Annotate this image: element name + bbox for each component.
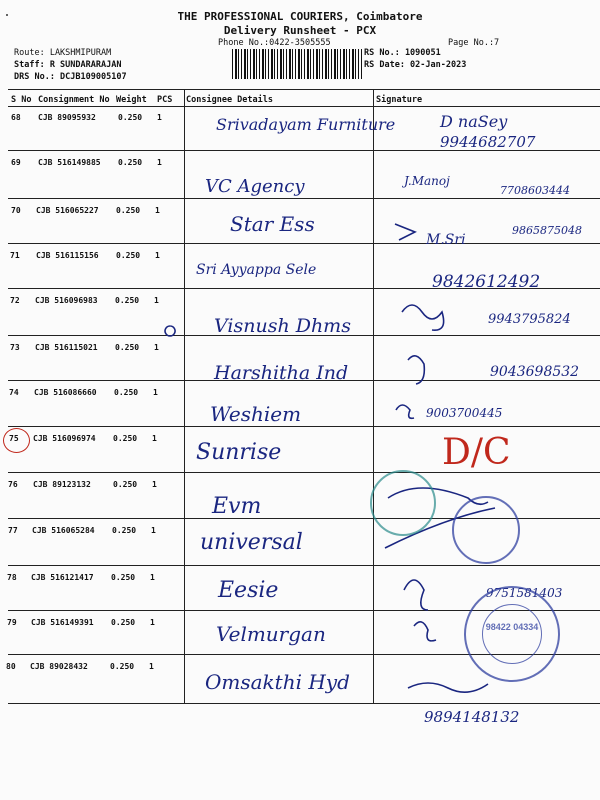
company-name: THE PROFESSIONAL COURIERS, Coimbatore <box>177 10 423 23</box>
row-pcs: 1 <box>155 251 160 260</box>
handwritten-consignee: Sri Ayyappa Sele <box>196 262 317 278</box>
handwritten-consignee: Visnush Dhms <box>214 315 351 337</box>
handwritten-phone: 9043698532 <box>490 364 580 380</box>
row-pcs: 1 <box>154 343 159 352</box>
handwritten-phone: 9751581403 <box>486 586 563 600</box>
row-sno: 79 <box>7 618 17 627</box>
stamp-inner-ring <box>482 604 542 664</box>
row-weight: 0.250 <box>111 618 136 627</box>
row-weight: 0.250 <box>118 113 143 122</box>
dc-annotation: D/C <box>442 432 511 473</box>
row-sno: 69 <box>11 158 21 167</box>
route: Route: LAKSHMIPURAM <box>14 48 112 58</box>
row-consignment: CJB 516065284 <box>32 526 95 535</box>
handwritten-consignee: VC Agency <box>205 176 305 197</box>
col-weight: Weight <box>116 95 147 105</box>
handwritten-signature: D naSey <box>440 112 508 131</box>
rs-number: RS No.: 1090051 <box>364 48 441 58</box>
handwritten-phone: 9944682707 <box>440 133 536 151</box>
row-weight: 0.250 <box>118 158 143 167</box>
handwritten-consignee: Sunrise <box>196 440 282 465</box>
row-pcs: 1 <box>157 113 162 122</box>
row-sno: 73 <box>10 343 20 352</box>
row-weight: 0.250 <box>115 296 140 305</box>
row-consignment: CJB 516096974 <box>33 434 96 443</box>
row-sno: 74 <box>9 388 19 397</box>
row-sno: 77 <box>8 526 18 535</box>
col-signature: Signature <box>376 95 423 105</box>
handwritten-consignee: Eesie <box>218 578 279 603</box>
phone-number: Phone No.:0422-3505555 <box>218 38 331 48</box>
row-weight: 0.250 <box>112 526 137 535</box>
row-sno: 72 <box>10 296 20 305</box>
handwritten-phone: 9894148132 <box>424 708 520 726</box>
row-consignment: CJB 516086660 <box>34 388 97 397</box>
row-sno: 80 <box>6 662 16 671</box>
handwritten-phone: 7708603444 <box>500 184 570 197</box>
handwritten-consignee: Srivadayam Furniture <box>216 115 396 134</box>
handwritten-signature: J.Manoj <box>404 174 450 188</box>
row-consignment: CJB 516149885 <box>38 158 101 167</box>
stamp-number: 98422 04334 <box>485 622 539 632</box>
staff: Staff: R SUNDARARAJAN <box>14 60 122 70</box>
row-consignment: CJB 516149391 <box>31 618 94 627</box>
row-consignment: CJB 516065227 <box>36 206 99 215</box>
handwritten-consignee: universal <box>200 530 303 555</box>
row-consignment: CJB 89028432 <box>30 662 88 671</box>
row-pcs: 1 <box>149 662 154 671</box>
row-pcs: 1 <box>151 526 156 535</box>
row-weight: 0.250 <box>113 434 138 443</box>
handwritten-consignee: Evm <box>212 494 262 519</box>
handwritten-consignee: Harshitha Ind <box>214 362 349 384</box>
row-weight: 0.250 <box>116 251 141 260</box>
company-stamp <box>370 470 436 536</box>
col-sno: S No <box>11 95 32 105</box>
row-weight: 0.250 <box>115 343 140 352</box>
row-consignment: CJB 89123132 <box>33 480 91 489</box>
handwritten-signature: M.Sri <box>426 232 466 248</box>
document-title: Delivery Runsheet - PCX <box>223 24 377 37</box>
row-pcs: 1 <box>150 573 155 582</box>
row-pcs: 1 <box>152 480 157 489</box>
row-weight: 0.250 <box>114 388 139 397</box>
handwritten-phone: 9943795824 <box>488 312 571 327</box>
row-consignment: CJB 89095932 <box>38 113 96 122</box>
col-pcs: PCS <box>157 95 173 105</box>
row-consignment: CJB 516115156 <box>36 251 99 260</box>
row-pcs: 1 <box>150 618 155 627</box>
handwritten-consignee: Weshiem <box>210 402 302 426</box>
drs-number: DRS No.: DCJB109005107 <box>14 72 127 82</box>
row-sno: 68 <box>11 113 21 122</box>
row-pcs: 1 <box>155 206 160 215</box>
col-consignee: Consignee Details <box>186 95 273 105</box>
row-pcs: 1 <box>153 388 158 397</box>
row-pcs: 1 <box>152 434 157 443</box>
handwritten-consignee: Velmurgan <box>216 622 326 646</box>
row-weight: 0.250 <box>113 480 138 489</box>
row-weight: 0.250 <box>111 573 136 582</box>
row-consignment: CJB 516115021 <box>35 343 98 352</box>
col-consignment: Consignment No <box>38 95 110 105</box>
row-sno: 75 <box>9 434 19 443</box>
handwritten-phone: 9865875048 <box>512 224 582 237</box>
page-number: Page No.:7 <box>448 38 500 48</box>
round-stamp <box>452 496 520 564</box>
handwritten-consignee: Star Ess <box>230 212 315 236</box>
rs-date: RS Date: 02-Jan-2023 <box>364 60 467 70</box>
row-weight: 0.250 <box>110 662 135 671</box>
row-consignment: CJB 516121417 <box>31 573 94 582</box>
row-sno: 71 <box>10 251 20 260</box>
handwritten-phone: 9842612492 <box>432 272 541 292</box>
handwritten-consignee: Omsakthi Hyd <box>205 670 350 694</box>
row-sno: 70 <box>11 206 21 215</box>
row-sno: 76 <box>8 480 18 489</box>
row-sno: 78 <box>7 573 17 582</box>
row-pcs: 1 <box>157 158 162 167</box>
velmurugan-stamp <box>464 586 563 682</box>
row-weight: 0.250 <box>116 206 141 215</box>
handwritten-phone: 9003700445 <box>426 406 503 420</box>
row-consignment: CJB 516096983 <box>35 296 98 305</box>
row-pcs: 1 <box>154 296 159 305</box>
